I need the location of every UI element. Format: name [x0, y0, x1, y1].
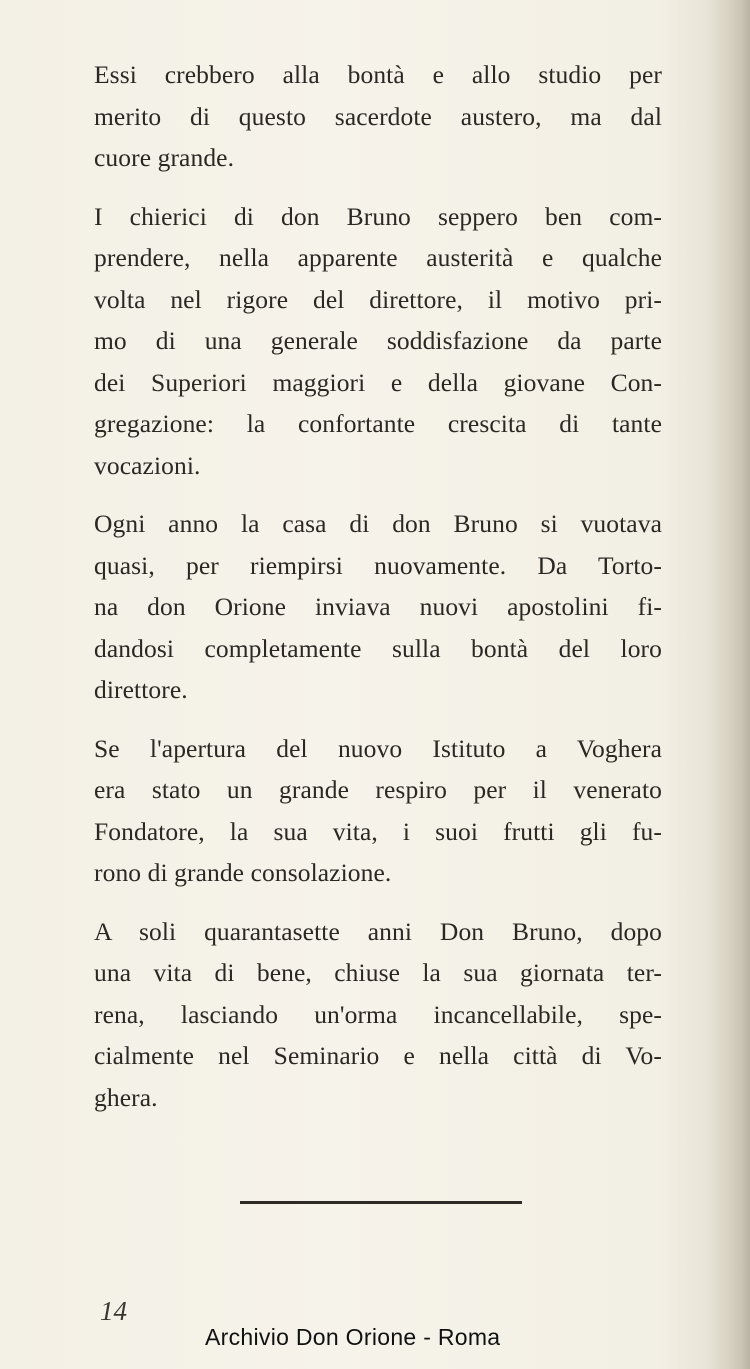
text-line: na don Orione inviava nuovi apostolini fi- [94, 592, 662, 621]
text-line: gregazione: la confortante crescita di tante [94, 409, 662, 438]
archive-watermark: Archivio Don Orione - Roma [205, 1324, 501, 1350]
page-number: 14 [100, 1296, 127, 1326]
text-line: Se l'apertura del nuovo Istituto a Voghera [94, 733, 662, 763]
text-line: rono di grande consolazione. [94, 858, 392, 887]
text-line: cialmente nel Seminario e nella città di Vo- [94, 1041, 662, 1070]
text-line: mo di una generale soddisfazione da parte [94, 326, 662, 355]
paragraph-5 [94, 911, 662, 1119]
text-line: dandosi completamente sulla bontà del loro [94, 633, 662, 663]
text-line: Fondatore, la sua vita, i suoi frutti gli fu- [94, 816, 662, 846]
text-line: A soli quarantasette anni Don Bruno, dopo [94, 916, 662, 946]
text-line: direttore. [94, 675, 188, 704]
text-line: era stato un grande respiro per il venerato [94, 775, 662, 804]
paragraph-3 [94, 503, 662, 711]
text-line: ghera. [94, 1082, 158, 1112]
paragraph-4 [94, 728, 662, 894]
text-line: Ogni anno la casa di don Bruno si vuotava [94, 509, 662, 538]
text-line: dei Superiori maggiori e della giovane Con- [94, 367, 662, 397]
text-line: I chierici di don Bruno seppero ben com- [94, 201, 662, 231]
text-line: Essi crebbero alla bontà e allo studio per [94, 60, 662, 89]
paragraph-1 [94, 54, 662, 179]
page-edge-shadow [728, 0, 750, 1369]
text-line: rena, lasciando un'orma incancellabile, spe- [94, 999, 662, 1029]
text-line: una vita di bene, chiuse la sua giornata ter- [94, 958, 662, 987]
text-line: vocazioni. [94, 450, 201, 480]
section-divider-rule [240, 1201, 522, 1204]
text-line: merito di questo sacerdote austero, ma dal [94, 101, 662, 131]
text-line: volta nel rigore del direttore, il motivo pri- [94, 284, 662, 314]
text-line: cuore grande. [94, 143, 235, 172]
text-line: quasi, per riempirsi nuovamente. Da Torto- [94, 550, 662, 580]
paragraph-2 [94, 196, 662, 487]
text-line: prendere, nella apparente austerità e qualche [94, 243, 662, 272]
body-text [94, 54, 662, 1118]
